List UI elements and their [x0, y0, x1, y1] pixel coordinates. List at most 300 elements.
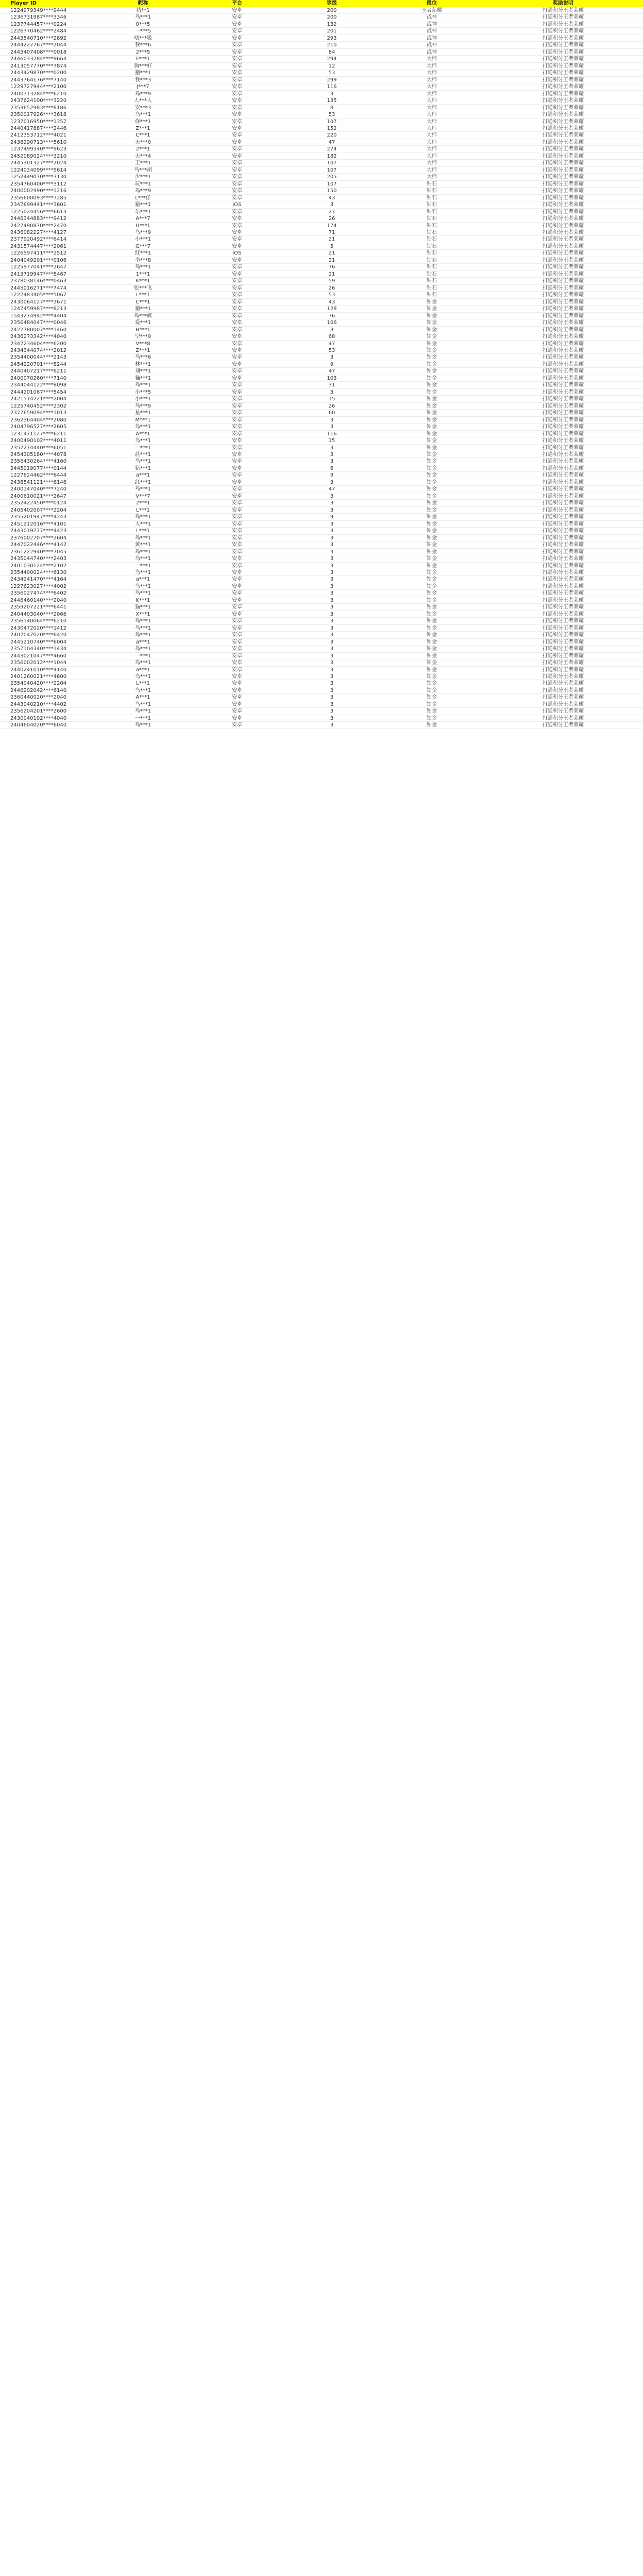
reward-cell: 打通积分王者荣耀: [543, 354, 584, 361]
platform-cell: 安卓: [232, 708, 242, 715]
nickname-cell: 鸟***胡: [134, 167, 152, 173]
reward-cell: 打通积分王者荣耀: [543, 84, 584, 90]
player-id-cell: 1226770462****2484: [10, 28, 67, 35]
count-cell: 205: [327, 174, 337, 180]
row-gutter: [0, 521, 9, 527]
row-gutter: [0, 667, 9, 673]
tier-cell: 战神: [427, 35, 437, 41]
platform-cell: 安卓: [232, 563, 242, 569]
table-row: [0, 486, 643, 493]
row-gutter: [0, 646, 9, 652]
row-gutter: [0, 465, 9, 471]
player-id-cell: 2444227767****2044: [10, 42, 67, 48]
table-row: [0, 195, 643, 201]
platform-cell: 安卓: [232, 396, 242, 402]
row-gutter: [0, 285, 9, 291]
row-gutter: [0, 319, 9, 326]
nickname-cell: 鸟***1: [134, 583, 151, 589]
platform-cell: 安卓: [232, 653, 242, 659]
count-cell: 299: [327, 77, 337, 83]
count-cell: 3: [330, 202, 334, 208]
player-id-cell: 2446344883****9412: [10, 216, 67, 222]
tier-cell: 大师: [427, 112, 437, 118]
reward-cell: 打通积分王者荣耀: [543, 493, 584, 499]
reward-cell: 打通积分王者荣耀: [543, 181, 584, 187]
count-cell: 43: [328, 299, 335, 305]
player-id-cell: 2356002012****1044: [10, 660, 67, 666]
platform-cell: 安卓: [232, 216, 242, 222]
platform-cell: 安卓: [232, 174, 242, 180]
count-cell: 53: [328, 70, 335, 76]
nickname-cell: 鸟***9: [134, 91, 151, 97]
nickname-cell: K***1: [136, 597, 150, 603]
nickname-cell: 鸟***1: [134, 632, 151, 638]
player-id-cell: 2436082227****4127: [10, 230, 67, 235]
tier-cell: 大师: [427, 167, 437, 173]
table-row: [0, 313, 643, 319]
player-id-cell: 2452089024****3210: [10, 153, 67, 159]
player-id-cell: 2434241470****4164: [10, 577, 67, 583]
count-cell: 3: [330, 632, 334, 638]
count-cell: 294: [327, 56, 337, 62]
player-id-cell: 2434344074****2012: [10, 347, 67, 353]
row-gutter: [0, 590, 9, 596]
nickname-cell: 鸟***1: [134, 556, 151, 562]
row-gutter: [0, 417, 9, 423]
tier-cell: 战神: [427, 42, 437, 48]
count-cell: 3: [330, 354, 334, 361]
count-cell: 3: [330, 535, 334, 541]
table-row: [0, 188, 643, 194]
reward-cell: 打通积分王者荣耀: [543, 542, 584, 548]
tier-cell: 钻石: [427, 188, 437, 194]
tier-cell: 钻石: [427, 264, 437, 270]
platform-cell: 安卓: [232, 14, 242, 21]
row-gutter: [0, 278, 9, 284]
nickname-cell: 小***1: [134, 236, 151, 243]
nickname-cell: 鸟***1: [134, 722, 151, 728]
tier-cell: 大师: [427, 174, 437, 180]
count-cell: 128: [327, 306, 337, 312]
player-id-cell: 2361222940****7045: [10, 549, 67, 555]
row-gutter: [0, 375, 9, 381]
reward-cell: 打通积分王者荣耀: [543, 472, 584, 479]
reward-cell: 打通积分王者荣耀: [543, 188, 584, 194]
player-id-cell: 2378038146****0463: [10, 278, 67, 284]
row-gutter: [0, 361, 9, 367]
count-cell: 43: [328, 195, 335, 201]
reward-cell: 打通积分王者荣耀: [543, 375, 584, 381]
platform-cell: 安卓: [232, 542, 242, 548]
table-row: [0, 341, 643, 347]
tier-cell: 铂金: [427, 396, 437, 402]
tier-cell: 铂金: [427, 542, 437, 548]
row-gutter: [0, 354, 9, 360]
player-id-cell: 2400610021****2647: [10, 493, 67, 499]
platform-cell: 安卓: [232, 382, 242, 388]
tier-cell: 铂金: [427, 535, 437, 541]
table-row: [0, 14, 643, 21]
row-gutter: [0, 188, 9, 194]
nickname-cell: 鸟***6: [134, 354, 151, 361]
platform-cell: 安卓: [232, 42, 242, 48]
nickname-cell: 咕***吸: [134, 35, 152, 41]
platform-cell: 安卓: [232, 625, 242, 631]
table-row: [0, 111, 643, 118]
reward-cell: 打通积分王者荣耀: [543, 250, 584, 257]
platform-cell: 安卓: [232, 243, 242, 249]
tier-cell: 铂金: [427, 514, 437, 520]
tier-cell: 铂金: [427, 334, 437, 340]
platform-cell: 安卓: [232, 701, 242, 707]
count-cell: 21: [328, 236, 335, 243]
table-row: [0, 563, 643, 569]
count-cell: 3: [330, 687, 334, 693]
platform-cell: 安卓: [232, 160, 242, 166]
nickname-cell: F***1: [136, 56, 150, 62]
count-cell: 274: [327, 146, 337, 152]
player-id-cell: 2451212016****4101: [10, 521, 67, 527]
table-row: [0, 493, 643, 500]
reward-cell: 打通积分王者荣耀: [543, 681, 584, 687]
tier-cell: 钻石: [427, 271, 437, 277]
table-row: [0, 659, 643, 666]
row-gutter: [0, 694, 9, 700]
tier-cell: 大师: [427, 63, 437, 69]
nickname-cell: 鸟***1: [134, 549, 151, 555]
player-id-cell: 2435044740****2403: [10, 556, 67, 562]
nickname-cell: 星***1: [134, 410, 151, 416]
reward-cell: 打通积分王者荣耀: [543, 597, 584, 603]
platform-cell: 安卓: [232, 139, 242, 145]
player-id-cell: 2400070260****7140: [10, 375, 67, 381]
nickname-cell: 王***1: [134, 160, 151, 166]
player-id-cell: 1224979349****9444: [10, 8, 67, 13]
player-id-cell: 2444201067****5454: [10, 389, 67, 395]
player-id-cell: 2347234604****6200: [10, 341, 67, 347]
tier-cell: 铂金: [427, 639, 437, 645]
player-id-cell: 1227624462****6444: [10, 472, 67, 479]
platform-cell: 安卓: [232, 105, 242, 111]
reward-cell: 打通积分王者荣耀: [543, 590, 584, 597]
reward-cell: 打通积分王者荣耀: [543, 174, 584, 180]
row-gutter: [0, 215, 9, 222]
nickname-cell: L***1: [136, 292, 150, 298]
platform-cell: 安卓: [232, 479, 242, 485]
table-row: [0, 139, 643, 146]
table-row: [0, 91, 643, 97]
nickname-cell: 鸟***1: [134, 264, 151, 270]
player-id-cell: 2447022446****4142: [10, 542, 67, 548]
tier-cell: 铂金: [427, 417, 437, 423]
player-id-cell: 2446460140****2040: [10, 597, 67, 603]
count-cell: 47: [328, 486, 335, 493]
player-id-cell: 1247459987****8213: [10, 306, 67, 312]
platform-cell: 安卓: [232, 230, 242, 235]
table-row: [0, 167, 643, 174]
tier-cell: 大师: [427, 77, 437, 83]
nickname-cell: 小***5: [134, 389, 151, 395]
tier-cell: 大师: [427, 139, 437, 145]
count-cell: 3: [330, 500, 334, 506]
platform-cell: 安卓: [232, 195, 242, 201]
platform-cell: 安卓: [232, 611, 242, 617]
table-row: [0, 458, 643, 465]
tier-cell: 铂金: [427, 493, 437, 499]
tier-cell: 铂金: [427, 674, 437, 680]
tier-cell: 大师: [427, 91, 437, 97]
count-cell: 3: [330, 701, 334, 707]
table-row: [0, 410, 643, 416]
platform-cell: 安卓: [232, 361, 242, 367]
player-id-cell: 1231471127****6211: [10, 431, 67, 437]
player-id-cell: 2405402007****2204: [10, 507, 67, 513]
table-row: [0, 132, 643, 139]
count-cell: 150: [327, 188, 337, 194]
player-id-cell: 2362364404****2080: [10, 417, 67, 423]
count-cell: 84: [328, 49, 335, 55]
row-gutter: [0, 257, 9, 263]
player-id-cell: 2360440020****2040: [10, 694, 67, 701]
count-cell: 9: [330, 472, 334, 479]
reward-cell: 打通积分王者荣耀: [543, 160, 584, 166]
tier-cell: 战神: [427, 28, 437, 35]
reward-cell: 打通积分王者荣耀: [543, 646, 584, 652]
platform-cell: 安卓: [232, 549, 242, 555]
row-gutter: [0, 535, 9, 541]
count-cell: 9: [330, 514, 334, 520]
tier-cell: 大师: [427, 105, 437, 111]
player-id-cell: 1237499340****9623: [10, 146, 67, 152]
platform-cell: 安卓: [232, 507, 242, 513]
table-header: [0, 0, 643, 7]
platform-cell: 安卓: [232, 674, 242, 680]
platform-cell: 安卓: [232, 389, 242, 395]
count-cell: 21: [328, 271, 335, 277]
row-gutter: [0, 382, 9, 388]
count-cell: 3: [330, 445, 334, 451]
reward-cell: 打通积分王者荣耀: [543, 528, 584, 534]
reward-cell: 打通积分王者荣耀: [543, 139, 584, 145]
player-id-cell: 2357104340****1434: [10, 646, 67, 652]
count-cell: 3: [330, 563, 334, 569]
platform-cell: 安卓: [232, 8, 242, 13]
player-id-cell: 2443040210****4402: [10, 701, 67, 707]
row-gutter: [0, 14, 9, 20]
player-id-cell: 2401030124****2102: [10, 563, 67, 569]
platform-cell: 安卓: [232, 56, 242, 62]
tier-cell: 王者荣耀: [421, 8, 442, 13]
row-gutter: [0, 160, 9, 166]
tier-cell: 战神: [427, 21, 437, 27]
row-gutter: [0, 437, 9, 444]
reward-cell: 打通积分王者荣耀: [543, 278, 584, 284]
nickname-cell: 鸟***1: [134, 535, 151, 541]
count-cell: 3: [330, 639, 334, 645]
tier-cell: 铂金: [427, 320, 437, 326]
player-id-cell: 2413057770****7874: [10, 63, 67, 69]
nickname-cell: 鸟***1: [134, 459, 151, 465]
platform-cell: 安卓: [232, 153, 242, 159]
row-gutter: [0, 576, 9, 582]
row-gutter: [0, 105, 9, 111]
nickname-cell: 猪***1: [134, 465, 151, 471]
player-id-cell: 2354760400****3112: [10, 181, 67, 187]
platform-cell: 安卓: [232, 118, 242, 125]
reward-cell: 打通积分王者荣耀: [543, 236, 584, 243]
count-cell: 3: [330, 708, 334, 715]
player-id-cell: 2356484047****0046: [10, 320, 67, 326]
count-cell: 47: [328, 341, 335, 347]
tier-cell: 铂金: [427, 563, 437, 569]
reward-cell: 打通积分王者荣耀: [543, 465, 584, 471]
table-row: [0, 201, 643, 208]
row-gutter: [0, 118, 9, 125]
tier-cell: 铂金: [427, 681, 437, 687]
reward-cell: 打通积分王者荣耀: [543, 98, 584, 104]
table-row: [0, 319, 643, 326]
tier-cell: 铂金: [427, 528, 437, 534]
nickname-cell: V***8: [136, 341, 150, 347]
nickname-cell: A***1: [136, 694, 150, 701]
table-row: [0, 590, 643, 597]
row-gutter: [0, 639, 9, 645]
table-row: [0, 160, 643, 166]
row-gutter: [0, 403, 9, 409]
row-gutter: [0, 229, 9, 235]
reward-cell: 打通积分王者荣耀: [543, 618, 584, 624]
row-gutter: [0, 396, 9, 402]
platform-cell: 安卓: [232, 188, 242, 194]
row-gutter: [0, 583, 9, 589]
player-id-cell: 2407047020****6420: [10, 632, 67, 638]
table-row: [0, 673, 643, 680]
row-gutter: [0, 292, 9, 298]
platform-cell: 安卓: [232, 125, 242, 131]
nickname-cell: 一***5: [134, 28, 151, 35]
platform-cell: 安卓: [232, 146, 242, 152]
table-row: [0, 708, 643, 715]
platform-cell: 安卓: [232, 98, 242, 104]
nickname-cell: 林***1: [134, 361, 151, 367]
tier-cell: 铂金: [427, 604, 437, 611]
player-id-cell: 2377920492****6414: [10, 236, 67, 243]
count-cell: 15: [328, 396, 335, 402]
tier-cell: 钻石: [427, 278, 437, 284]
nickname-cell: 2***1: [136, 146, 150, 152]
reward-cell: 打通积分王者荣耀: [543, 507, 584, 513]
reward-cell: 打通积分王者荣耀: [543, 299, 584, 305]
nickname-cell: 0***5: [136, 21, 150, 27]
nickname-cell: 我***6: [134, 42, 151, 48]
count-cell: 6: [330, 465, 334, 471]
player-id-cell: 2404604020****6040: [10, 722, 67, 728]
row-gutter: [0, 611, 9, 617]
count-cell: 53: [328, 292, 335, 298]
count-cell: 3: [330, 424, 334, 430]
platform-cell: 安卓: [232, 431, 242, 437]
tier-cell: 钻石: [427, 250, 437, 257]
table-row: [0, 479, 643, 486]
nickname-cell: 猪**1: [136, 8, 150, 13]
row-gutter: [0, 195, 9, 201]
player-id-cell: 2430040102****4040: [10, 715, 67, 721]
reward-cell: 打通积分王者荣耀: [543, 452, 584, 457]
table-row: [0, 118, 643, 125]
nickname-cell: 人***1: [134, 521, 151, 527]
nickname-cell: 鸟***1: [134, 590, 151, 597]
platform-cell: 安卓: [232, 465, 242, 471]
row-gutter: [0, 223, 9, 229]
tier-cell: 铂金: [427, 577, 437, 583]
table-row: [0, 49, 643, 56]
platform-cell: 安卓: [232, 521, 242, 527]
nickname-cell: 鸟***9: [134, 188, 151, 194]
table-row: [0, 451, 643, 458]
platform-cell: 安卓: [232, 472, 242, 479]
table-row: [0, 243, 643, 250]
platform-cell: 安卓: [232, 132, 242, 139]
player-id-cell: 1543274942****4404: [10, 313, 67, 319]
row-gutter: [0, 250, 9, 256]
platform-cell: 安卓: [232, 500, 242, 506]
nickname-cell: a***1: [136, 639, 150, 645]
count-cell: 107: [327, 181, 337, 187]
reward-cell: 打通积分王者荣耀: [543, 209, 584, 215]
table-row: [0, 181, 643, 188]
nickname-cell: 鸟***1: [134, 625, 151, 631]
count-cell: 9: [330, 361, 334, 367]
count-cell: 3: [330, 521, 334, 527]
count-cell: 220: [327, 132, 337, 139]
tier-cell: 铂金: [427, 465, 437, 471]
row-gutter: [0, 563, 9, 569]
player-id-cell: 2353652983****8186: [10, 105, 67, 111]
reward-cell: 打通积分王者荣耀: [543, 632, 584, 638]
reward-cell: 打通积分王者荣耀: [543, 563, 584, 569]
platform-cell: 安卓: [232, 375, 242, 381]
count-cell: 53: [328, 112, 335, 118]
reward-cell: 打通积分王者荣耀: [543, 21, 584, 27]
tier-cell: 铂金: [427, 347, 437, 353]
platform-cell: 安卓: [232, 417, 242, 423]
reward-cell: 打通积分王者荣耀: [543, 674, 584, 680]
row-gutter: [0, 528, 9, 534]
platform-cell: 安卓: [232, 694, 242, 701]
count-cell: 3: [330, 569, 334, 575]
reward-cell: 打通积分王者荣耀: [543, 445, 584, 451]
nickname-cell: 安***3: [134, 105, 151, 111]
tier-cell: 铂金: [427, 410, 437, 416]
row-gutter: [0, 313, 9, 319]
row-gutter: [0, 153, 9, 159]
table-row: [0, 639, 643, 646]
tier-cell: 战神: [427, 14, 437, 21]
count-cell: 3: [330, 611, 334, 617]
count-cell: 26: [328, 285, 335, 291]
nickname-cell: G***7: [135, 243, 151, 249]
count-cell: 103: [327, 375, 337, 381]
nickname-cell: 鸟***9: [134, 403, 151, 409]
player-id-cell: 1236731987****3346: [10, 14, 67, 21]
table-row: [0, 223, 643, 229]
count-cell: 132: [327, 21, 337, 27]
platform-cell: 安卓: [232, 368, 242, 375]
count-cell: 174: [327, 223, 337, 229]
count-cell: 152: [327, 125, 337, 131]
row-gutter: [0, 243, 9, 249]
count-cell: 3: [330, 722, 334, 728]
